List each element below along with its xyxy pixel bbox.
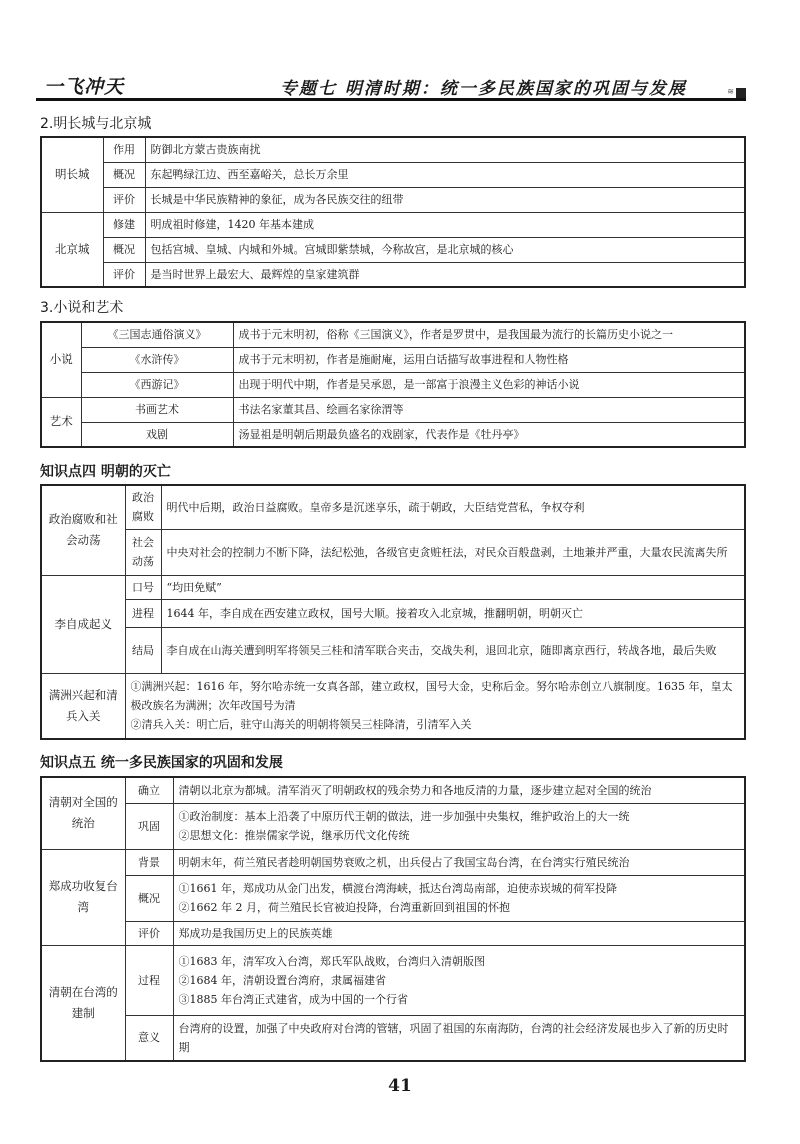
- row-key: 评价: [103, 262, 145, 287]
- row-value: 中央对社会的控制力不断下降，法纪松弛，各级官吏贪赃枉法，对民众百般盘剥，土地兼并严重，大量农民流离失所: [161, 529, 745, 575]
- culture-line: ②思想文化：推崇儒家学说，继承历代文化传统: [178, 829, 410, 842]
- art-desc: 汤显祖是明朝后期最负盛名的戏剧家，代表作是《牡丹亭》: [233, 422, 745, 447]
- event-1661: ①1661 年，郑成功从金门出发，横渡台湾海峡，抵达台湾岛南部，迫使赤崁城的荷军投降: [178, 882, 617, 895]
- row-value: 明朝末年，荷兰殖民者趁明朝国势衰败之机，出兵侵占了我国宝岛台湾，在台湾实行殖民统治: [173, 849, 745, 875]
- row-value: 清朝以北京为都城。清军消灭了明朝政权的残余势力和各地反清的力量，逐步建立起对全国的统治: [173, 777, 745, 803]
- row-value: 郑成功是我国历史上的民族英雄: [173, 921, 745, 945]
- brand-logo-text: 一飞冲天: [44, 76, 125, 98]
- header-rule: [36, 98, 746, 101]
- row-key: 评价: [103, 187, 145, 212]
- row-key: 背景: [125, 849, 173, 875]
- row-key: 巩固: [125, 803, 173, 849]
- row-value: 明代中后期，政治日益腐败。皇帝多是沉迷享乐，疏于朝政，大臣结党营私，争权夺利: [161, 485, 745, 529]
- art-name: 戏剧: [81, 422, 233, 447]
- decay-label: 政治腐败和社会动荡: [41, 485, 125, 575]
- row-key: 社会动荡: [125, 529, 161, 575]
- corner-decoration-icon: ≋: [716, 80, 750, 100]
- row-key: 概况: [103, 237, 145, 262]
- process-step: ①1683 年，清军攻入台湾，郑氏军队战败，台湾归入清朝版图: [178, 954, 485, 968]
- manchu-rise: ①满洲兴起：1616 年，努尔哈赤统一女真各部，建立政权，国号大金，史称后金。努尔哈赤创立八旗制度。1635 年，皇太极改族名为满洲；次年改国号为清: [130, 680, 733, 713]
- row-key: 确立: [125, 777, 173, 803]
- novel-name: 《西游记》: [81, 372, 233, 397]
- row-key: 概况: [125, 875, 173, 921]
- row-key: 作用: [103, 137, 145, 162]
- kp5-title: 知识点五 统一多民族国家的巩固和发展: [40, 755, 283, 771]
- qing-rule-label: 清朝对全国的统治: [41, 777, 125, 849]
- row-value: 包括宫城、皇城、内城和外城。宫城即紫禁城，今称故宫，是北京城的核心: [145, 237, 745, 262]
- novel-name: 《三国志通俗演义》: [81, 322, 233, 347]
- row-value: [173, 945, 745, 1015]
- zheng-label: 郑成功收复台湾: [41, 849, 125, 945]
- manchu-text: [125, 673, 745, 739]
- row-key: 进程: [125, 599, 161, 627]
- ming-fall-table: [40, 484, 746, 740]
- row-key: 意义: [125, 1015, 173, 1061]
- row-value: 长城是中华民族精神的象征，成为各民族交往的纽带: [145, 187, 745, 212]
- novels-art-table: [40, 321, 746, 448]
- row-value: 东起鸭绿江边、西至嘉峪关，总长万余里: [145, 162, 745, 187]
- art-desc: 书法名家董其昌、绘画名家徐渭等: [233, 397, 745, 422]
- row-key: 概况: [103, 162, 145, 187]
- topic-title: 专题七 明清时期：统一多民族国家的巩固与发展: [280, 79, 687, 99]
- process-step: ③1885 年台湾正式建省，成为中国的一个行省: [178, 992, 408, 1006]
- novel-desc: 出现于明代中期，作者是吴承恩，是一部富于浪漫主义色彩的神话小说: [233, 372, 745, 397]
- row-key: 结局: [125, 627, 161, 673]
- row-key: 评价: [125, 921, 173, 945]
- row-value: “均田免赋”: [161, 575, 745, 599]
- row-key: 口号: [125, 575, 161, 599]
- art-name: 书画艺术: [81, 397, 233, 422]
- section-title-wall-city: 2.明长城与北京城: [40, 116, 152, 132]
- taiwan-label: 清朝在台湾的建制: [41, 945, 125, 1061]
- row-value: 李自成在山海关遭到明军将领吴三桂和清军联合夹击，交战失利，退回北京，随即离京西行，转战各地，最后失败: [161, 627, 745, 673]
- novel-label: 小说: [41, 322, 81, 397]
- event-1662: ②1662 年 2 月，荷兰殖民长官被迫投降，台湾重新回到祖国的怀抱: [178, 901, 510, 914]
- row-value: [173, 875, 745, 921]
- page-number: 41: [388, 1076, 412, 1096]
- kp4-title: 知识点四 明朝的灭亡: [40, 464, 171, 480]
- qing-enter-pass: ②清兵入关：明亡后，驻守山海关的明朝将领吴三桂降清，引清军入关: [130, 718, 472, 732]
- wall-label: 明长城: [41, 137, 103, 212]
- art-label: 艺术: [41, 397, 81, 447]
- row-value: 明成祖时修建，1420 年基本建成: [145, 212, 745, 237]
- manchu-label: 满洲兴起和清兵入关: [41, 673, 125, 739]
- li-label: 李自成起义: [41, 575, 125, 673]
- row-key: 过程: [125, 945, 173, 1015]
- beijing-label: 北京城: [41, 212, 103, 287]
- row-key: 政治腐败: [125, 485, 161, 529]
- row-value: 台湾府的设置，加强了中央政府对台湾的管辖，巩固了祖国的东南海防，台湾的社会经济发展也步入了新的历史时期: [173, 1015, 745, 1061]
- novel-desc: 成书于元末明初，俗称《三国演义》，作者是罗贯中，是我国最为流行的长篇历史小说之一: [233, 322, 745, 347]
- process-step: ②1684 年，清朝设置台湾府，隶属福建省: [178, 973, 386, 987]
- novel-desc: 成书于元末明初，作者是施耐庵，运用白话描写故事进程和人物性格: [233, 347, 745, 372]
- row-value: 1644 年，李自成在西安建立政权，国号大顺。接着攻入北京城，推翻明朝，明朝灭亡: [161, 599, 745, 627]
- wall-city-table: [40, 136, 746, 288]
- unification-table: [40, 776, 746, 1062]
- politics-line: ①政治制度：基本上沿袭了中原历代王朝的做法，进一步加强中央集权，维护政治上的大一统: [178, 810, 630, 823]
- row-key: 修建: [103, 212, 145, 237]
- page-header: [36, 66, 746, 102]
- section-title-novels-art: 3.小说和艺术: [40, 300, 124, 316]
- novel-name: 《水浒传》: [81, 347, 233, 372]
- row-value: 防御北方蒙古贵族南扰: [145, 137, 745, 162]
- row-value: [173, 803, 745, 849]
- row-value: 是当时世界上最宏大、最辉煌的皇家建筑群: [145, 262, 745, 287]
